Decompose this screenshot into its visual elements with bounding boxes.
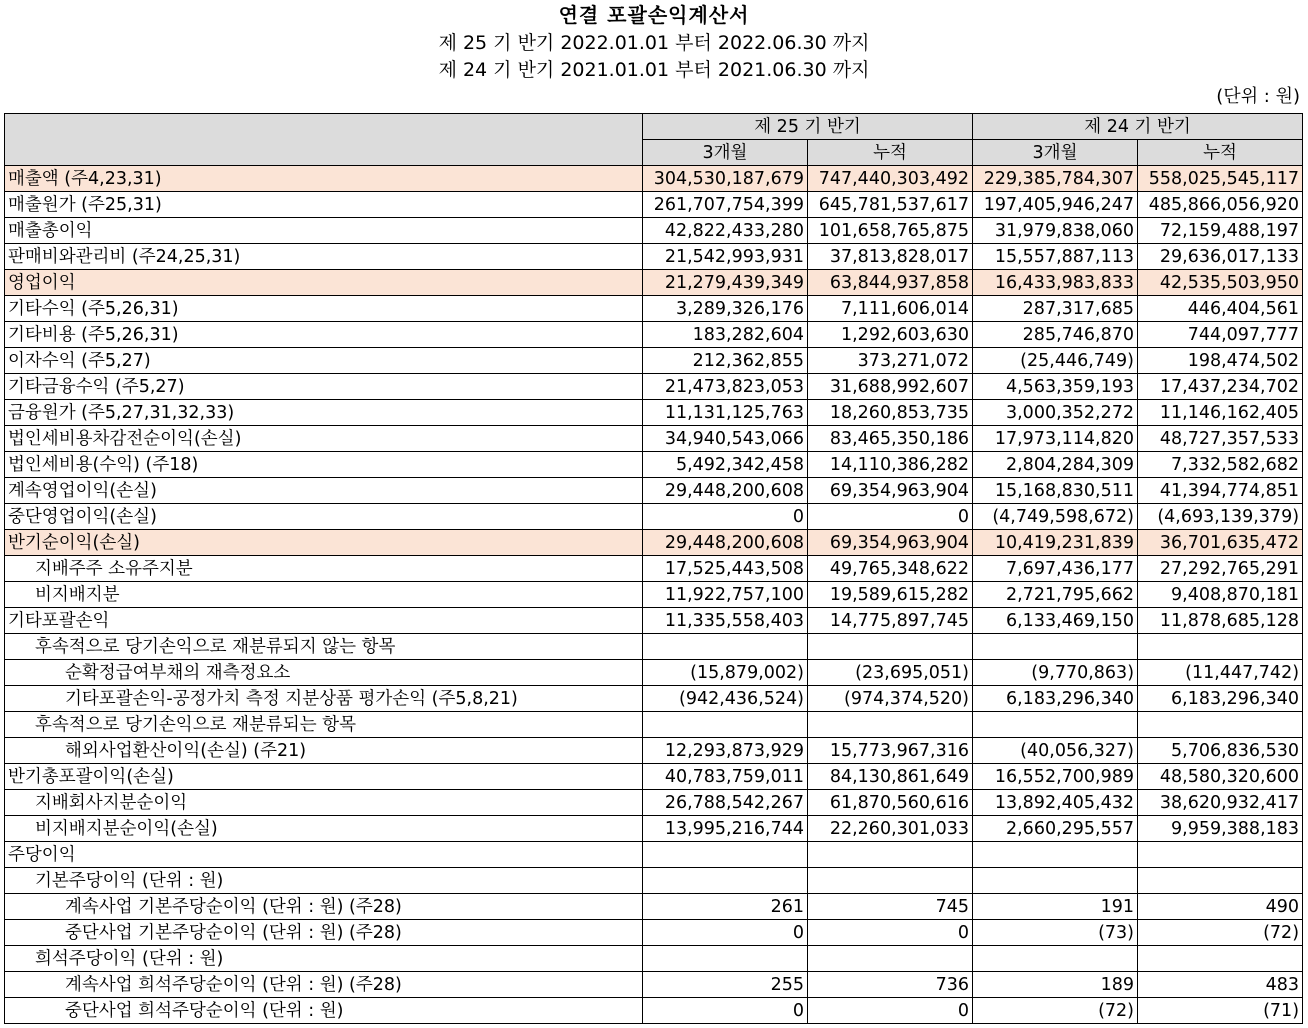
row-label: 중단사업 기본주당순이익 (단위 : 원) (주28) [5, 920, 643, 946]
col-24-three-month: 3개월 [973, 140, 1138, 166]
value-cell: 12,293,873,929 [643, 738, 808, 764]
value-cell: 29,448,200,608 [643, 530, 808, 556]
value-cell: (73) [973, 920, 1138, 946]
value-cell: 18,260,853,735 [808, 400, 973, 426]
value-cell: 285,746,870 [973, 322, 1138, 348]
value-cell: (23,695,051) [808, 660, 973, 686]
report-header [0, 0, 1308, 84]
table-row [5, 166, 1303, 192]
value-cell: (25,446,749) [973, 348, 1138, 374]
value-cell: 287,317,685 [973, 296, 1138, 322]
value-cell: 49,765,348,622 [808, 556, 973, 582]
value-cell: 5,492,342,458 [643, 452, 808, 478]
value-cell: 42,822,433,280 [643, 218, 808, 244]
report-title: 연결 포괄손익계산서 [558, 3, 750, 27]
table-row [5, 634, 1303, 660]
value-cell: 490 [1138, 894, 1303, 920]
row-label: 희석주당이익 (단위 : 원) [5, 946, 643, 972]
table-row [5, 374, 1303, 400]
row-label: 중단사업 희석주당순이익 (단위 : 원) [5, 998, 643, 1024]
table-corner [5, 114, 643, 166]
row-label: 법인세비용(수익) (주18) [5, 452, 643, 478]
value-cell: (40,056,327) [973, 738, 1138, 764]
row-label: 매출총이익 [5, 218, 643, 244]
row-label: 기타비용 (주5,26,31) [5, 322, 643, 348]
value-cell: 22,260,301,033 [808, 816, 973, 842]
row-label: 기타포괄손익 [5, 608, 643, 634]
value-cell: 84,130,861,649 [808, 764, 973, 790]
value-cell: (9,770,863) [973, 660, 1138, 686]
table-row [5, 504, 1303, 530]
value-cell: 11,922,757,100 [643, 582, 808, 608]
value-cell: 42,535,503,950 [1138, 270, 1303, 296]
table-row [5, 322, 1303, 348]
value-cell: 2,721,795,662 [973, 582, 1138, 608]
value-cell: 14,775,897,745 [808, 608, 973, 634]
value-cell: 485,866,056,920 [1138, 192, 1303, 218]
value-cell: (15,879,002) [643, 660, 808, 686]
row-label: 기본주당이익 (단위 : 원) [5, 868, 643, 894]
value-cell: 0 [808, 998, 973, 1024]
value-cell: 15,557,887,113 [973, 244, 1138, 270]
value-cell: 48,580,320,600 [1138, 764, 1303, 790]
row-label: 순확정급여부채의 재측정요소 [5, 660, 643, 686]
value-cell: 483 [1138, 972, 1303, 998]
value-cell [643, 842, 808, 868]
table-row [5, 556, 1303, 582]
value-cell: 198,474,502 [1138, 348, 1303, 374]
value-cell: 0 [643, 998, 808, 1024]
value-cell: 16,552,700,989 [973, 764, 1138, 790]
value-cell: 744,097,777 [1138, 322, 1303, 348]
value-cell [808, 842, 973, 868]
value-cell: 229,385,784,307 [973, 166, 1138, 192]
value-cell: 13,892,405,432 [973, 790, 1138, 816]
value-cell: 558,025,545,117 [1138, 166, 1303, 192]
value-cell [973, 634, 1138, 660]
value-cell: 10,419,231,839 [973, 530, 1138, 556]
table-row [5, 452, 1303, 478]
row-label: 기타금융수익 (주5,27) [5, 374, 643, 400]
period-current: 제 25 기 반기 2022.01.01 부터 2022.06.30 까지 [438, 32, 870, 54]
table-row [5, 790, 1303, 816]
table-row [5, 712, 1303, 738]
value-cell: 261 [643, 894, 808, 920]
value-cell: 21,473,823,053 [643, 374, 808, 400]
row-label: 해외사업환산이익(손실) (주21) [5, 738, 643, 764]
col-period-25: 제 25 기 반기 [643, 114, 973, 140]
row-label: 기타수익 (주5,26,31) [5, 296, 643, 322]
row-label: 계속사업 희석주당순이익 (단위 : 원) (주28) [5, 972, 643, 998]
col-25-cumulative: 누적 [808, 140, 973, 166]
value-cell: 11,146,162,405 [1138, 400, 1303, 426]
value-cell: (4,693,139,379) [1138, 504, 1303, 530]
value-cell: 9,408,870,181 [1138, 582, 1303, 608]
table-row [5, 660, 1303, 686]
value-cell: 191 [973, 894, 1138, 920]
col-25-three-month: 3개월 [643, 140, 808, 166]
value-cell: 15,773,967,316 [808, 738, 973, 764]
value-cell [643, 868, 808, 894]
value-cell: 7,697,436,177 [973, 556, 1138, 582]
table-row [5, 400, 1303, 426]
value-cell: 6,183,296,340 [1138, 686, 1303, 712]
row-label: 반기총포괄이익(손실) [5, 764, 643, 790]
value-cell: 61,870,560,616 [808, 790, 973, 816]
value-cell [973, 946, 1138, 972]
value-cell: 747,440,303,492 [808, 166, 973, 192]
value-cell: (11,447,742) [1138, 660, 1303, 686]
value-cell: 31,688,992,607 [808, 374, 973, 400]
table-row [5, 738, 1303, 764]
value-cell: 197,405,946,247 [973, 192, 1138, 218]
value-cell [808, 868, 973, 894]
table-row [5, 998, 1303, 1024]
table-row [5, 946, 1303, 972]
table-row [5, 244, 1303, 270]
value-cell [808, 712, 973, 738]
row-label: 지배회사지분순이익 [5, 790, 643, 816]
value-cell: 373,271,072 [808, 348, 973, 374]
value-cell: 11,335,558,403 [643, 608, 808, 634]
value-cell: 34,940,543,066 [643, 426, 808, 452]
value-cell: 11,131,125,763 [643, 400, 808, 426]
row-label: 금융원가 (주5,27,31,32,33) [5, 400, 643, 426]
value-cell [808, 634, 973, 660]
row-label: 기타포괄손익-공정가치 측정 지분상품 평가손익 (주5,8,21) [5, 686, 643, 712]
value-cell: 101,658,765,875 [808, 218, 973, 244]
value-cell: 5,706,836,530 [1138, 738, 1303, 764]
row-label: 지배주주 소유주지분 [5, 556, 643, 582]
row-label: 매출액 (주4,23,31) [5, 166, 643, 192]
value-cell: 83,465,350,186 [808, 426, 973, 452]
table-row [5, 270, 1303, 296]
value-cell [643, 712, 808, 738]
value-cell: 0 [643, 504, 808, 530]
value-cell: 37,813,828,017 [808, 244, 973, 270]
value-cell [1138, 634, 1303, 660]
income-statement-table [4, 113, 1303, 1024]
value-cell: 36,701,635,472 [1138, 530, 1303, 556]
value-cell: 645,781,537,617 [808, 192, 973, 218]
value-cell: 736 [808, 972, 973, 998]
value-cell: 0 [643, 920, 808, 946]
table-row [5, 894, 1303, 920]
col-24-cumulative: 누적 [1138, 140, 1303, 166]
value-cell: 29,448,200,608 [643, 478, 808, 504]
value-cell: 21,279,439,349 [643, 270, 808, 296]
value-cell: 31,979,838,060 [973, 218, 1138, 244]
table-row [5, 972, 1303, 998]
value-cell: 14,110,386,282 [808, 452, 973, 478]
row-label: 비지배지분 [5, 582, 643, 608]
value-cell: 0 [808, 504, 973, 530]
value-cell: 304,530,187,679 [643, 166, 808, 192]
value-cell [643, 634, 808, 660]
value-cell: 63,844,937,858 [808, 270, 973, 296]
value-cell: 3,000,352,272 [973, 400, 1138, 426]
value-cell: 16,433,983,833 [973, 270, 1138, 296]
value-cell: 446,404,561 [1138, 296, 1303, 322]
row-label: 이자수익 (주5,27) [5, 348, 643, 374]
table-row [5, 816, 1303, 842]
table-row [5, 192, 1303, 218]
row-label: 영업이익 [5, 270, 643, 296]
value-cell: 26,788,542,267 [643, 790, 808, 816]
value-cell: 29,636,017,133 [1138, 244, 1303, 270]
value-cell: 17,973,114,820 [973, 426, 1138, 452]
value-cell [973, 868, 1138, 894]
value-cell [1138, 868, 1303, 894]
table-row [5, 582, 1303, 608]
value-cell: (974,374,520) [808, 686, 973, 712]
table-row [5, 868, 1303, 894]
value-cell: 15,168,830,511 [973, 478, 1138, 504]
period-prior: 제 24 기 반기 2021.01.01 부터 2021.06.30 까지 [438, 59, 870, 81]
row-label: 판매비와관리비 (주24,25,31) [5, 244, 643, 270]
value-cell: (942,436,524) [643, 686, 808, 712]
row-label: 법인세비용차감전순이익(손실) [5, 426, 643, 452]
table-row [5, 608, 1303, 634]
value-cell: 17,437,234,702 [1138, 374, 1303, 400]
row-label: 중단영업이익(손실) [5, 504, 643, 530]
value-cell: 48,727,357,533 [1138, 426, 1303, 452]
value-cell [1138, 946, 1303, 972]
value-cell: 1,292,603,630 [808, 322, 973, 348]
value-cell: 7,332,582,682 [1138, 452, 1303, 478]
row-label: 후속적으로 당기손익으로 재분류되지 않는 항목 [5, 634, 643, 660]
value-cell: 21,542,993,931 [643, 244, 808, 270]
table-row [5, 348, 1303, 374]
value-cell: 38,620,932,417 [1138, 790, 1303, 816]
value-cell: 27,292,765,291 [1138, 556, 1303, 582]
value-cell: 69,354,963,904 [808, 478, 973, 504]
row-label: 비지배지분순이익(손실) [5, 816, 643, 842]
value-cell: 72,159,488,197 [1138, 218, 1303, 244]
value-cell: 6,183,296,340 [973, 686, 1138, 712]
row-label: 후속적으로 당기손익으로 재분류되는 항목 [5, 712, 643, 738]
value-cell: 4,563,359,193 [973, 374, 1138, 400]
row-label: 계속영업이익(손실) [5, 478, 643, 504]
value-cell: 11,878,685,128 [1138, 608, 1303, 634]
value-cell: 2,804,284,309 [973, 452, 1138, 478]
value-cell: 255 [643, 972, 808, 998]
value-cell: 2,660,295,557 [973, 816, 1138, 842]
table-row [5, 218, 1303, 244]
value-cell: 3,289,326,176 [643, 296, 808, 322]
value-cell: 19,589,615,282 [808, 582, 973, 608]
value-cell: 9,959,388,183 [1138, 816, 1303, 842]
value-cell: 212,362,855 [643, 348, 808, 374]
col-period-24: 제 24 기 반기 [973, 114, 1303, 140]
value-cell: (72) [973, 998, 1138, 1024]
value-cell: 17,525,443,508 [643, 556, 808, 582]
row-label: 주당이익 [5, 842, 643, 868]
value-cell: 13,995,216,744 [643, 816, 808, 842]
value-cell [973, 712, 1138, 738]
value-cell: (72) [1138, 920, 1303, 946]
value-cell [808, 946, 973, 972]
table-row [5, 426, 1303, 452]
value-cell: (4,749,598,672) [973, 504, 1138, 530]
value-cell: 6,133,469,150 [973, 608, 1138, 634]
row-label: 계속사업 기본주당순이익 (단위 : 원) (주28) [5, 894, 643, 920]
table-row [5, 920, 1303, 946]
table-row [5, 686, 1303, 712]
value-cell: 40,783,759,011 [643, 764, 808, 790]
unit-label: (단위 : 원) [1216, 86, 1300, 107]
value-cell: 0 [808, 920, 973, 946]
value-cell: 41,394,774,851 [1138, 478, 1303, 504]
table-row [5, 296, 1303, 322]
row-label: 반기순이익(손실) [5, 530, 643, 556]
value-cell: 69,354,963,904 [808, 530, 973, 556]
table-row [5, 530, 1303, 556]
table-row [5, 478, 1303, 504]
value-cell [643, 946, 808, 972]
value-cell: 189 [973, 972, 1138, 998]
value-cell: 261,707,754,399 [643, 192, 808, 218]
value-cell [973, 842, 1138, 868]
table-row [5, 764, 1303, 790]
value-cell: (71) [1138, 998, 1303, 1024]
value-cell: 7,111,606,014 [808, 296, 973, 322]
value-cell [1138, 712, 1303, 738]
table-row [5, 842, 1303, 868]
value-cell: 183,282,604 [643, 322, 808, 348]
row-label: 매출원가 (주25,31) [5, 192, 643, 218]
value-cell [1138, 842, 1303, 868]
value-cell: 745 [808, 894, 973, 920]
